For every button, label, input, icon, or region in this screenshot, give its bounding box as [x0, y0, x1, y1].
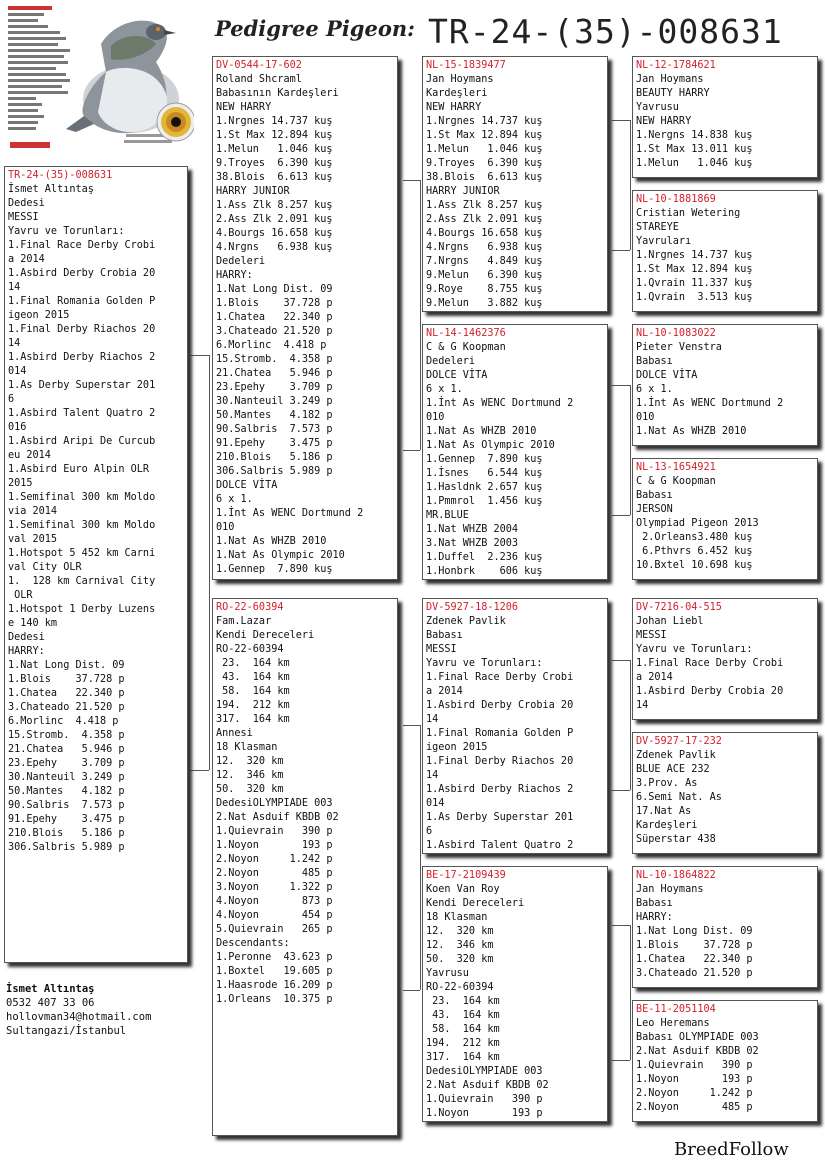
pedigree-line: NEW HARRY — [636, 116, 692, 127]
pedigree-line: DOLCE VİTA — [216, 480, 278, 491]
pedigree-line: HARRY JUNIOR — [426, 186, 500, 197]
pedigree-line: 1.St Max 12.894 kuş — [636, 264, 753, 275]
pedigree-line: 010 — [216, 522, 235, 533]
pedigree-line: Zdenek Pavlik — [426, 616, 506, 627]
pedigree-line: 1.St Max 12.894 kuş — [426, 130, 543, 141]
pedigree-line: 43. 164 km — [216, 672, 290, 683]
connector-dam-dd — [403, 990, 420, 991]
pigeon-photo — [6, 4, 194, 154]
pedigree-line: Dedesi — [8, 198, 45, 209]
pedigree-line: Pieter Venstra — [636, 342, 722, 353]
pedigree-line: 1.Hotspot 1 Derby Luzens — [8, 604, 156, 615]
pedigree-line: 15.Stromb. 4.358 p — [8, 730, 125, 741]
pedigree-line: 1.Melun 1.046 kuş — [636, 158, 753, 169]
pedigree-line: 1.Nat As WHZB 2010 — [636, 426, 747, 437]
pedigree-line: 1.Asbird Euro Alpin OLR — [8, 464, 150, 475]
pedigree-line: 14 — [426, 714, 439, 725]
pedigree-line: Zdenek Pavlik — [636, 750, 716, 761]
pedigree-line: 15.Stromb. 4.358 p — [216, 354, 333, 365]
connector-sire-ss — [403, 180, 420, 181]
pigeon-ring-id[interactable]: BE-17-2109439 — [426, 870, 506, 881]
pedigree-line: igeon 2015 — [8, 310, 70, 321]
pedigree-line: Süperstar 438 — [636, 834, 716, 845]
pedigree-line: 1.Noyon 193 p — [426, 1108, 543, 1119]
pedigree-line: 306.Salbris 5.989 p — [216, 466, 333, 477]
pedigree-line: 1.Noyon 193 p — [636, 1074, 753, 1085]
pigeon-ring-id[interactable]: NL-10-1864822 — [636, 870, 716, 881]
pedigree-line: HARRY JUNIOR — [216, 186, 290, 197]
pedigree-box-sss[interactable] — [632, 56, 818, 178]
pedigree-line: Kardeşleri — [426, 88, 488, 99]
pigeon-ring-id[interactable]: DV-5927-17-232 — [636, 736, 722, 747]
pedigree-line: DedesiOLYMPIADE 003 — [216, 798, 333, 809]
pedigree-line: NEW HARRY — [216, 102, 272, 113]
pedigree-line: Dedeleri — [216, 256, 266, 267]
page-title: Pedigree Pigeon: — [215, 16, 415, 41]
pedigree-line: 50. 320 km — [216, 784, 284, 795]
pedigree-line: 30.Nanteuil 3.249 p — [216, 396, 333, 407]
pedigree-line: 50.Mantes 4.182 p — [8, 786, 125, 797]
pedigree-line: 1.St Max 12.894 kuş — [216, 130, 333, 141]
pedigree-line: 1.İnt As WENC Dortmund 2 — [426, 398, 574, 409]
pedigree-line: 91.Epehy 3.475 p — [216, 438, 333, 449]
pedigree-line: 1.Blois 37.728 p — [216, 298, 333, 309]
pedigree-line: 58. 164 km — [216, 686, 290, 697]
pedigree-line: 1.Nat WHZB 2004 — [426, 524, 519, 535]
pedigree-line: 2.Orleans3.480 kuş — [636, 532, 753, 543]
connector-l3-c — [612, 385, 630, 386]
pedigree-line: 1.Nat As Olympic 2010 — [216, 550, 345, 561]
pedigree-line: 21.Chatea 5.946 p — [216, 368, 333, 379]
pedigree-line: 14 — [8, 338, 21, 349]
connector-l3-h — [612, 1060, 630, 1061]
pedigree-line: Johan Liebl — [636, 616, 704, 627]
pedigree-line: 12. 320 km — [216, 756, 284, 767]
pedigree-line: 010 — [426, 412, 445, 423]
connector-l3-v4 — [630, 925, 631, 1060]
pedigree-line: 14 — [426, 770, 439, 781]
pedigree-line: NEW HARRY — [426, 102, 482, 113]
pedigree-line: 1.Chatea 22.340 p — [216, 312, 333, 323]
pedigree-line: 1.Nat Long Dist. 09 — [8, 660, 125, 671]
pedigree-box-dsd[interactable] — [632, 732, 818, 854]
pedigree-line: 6 x 1. — [216, 494, 253, 505]
pedigree-line: 1.Hasldnk 2.657 kuş — [426, 482, 543, 493]
pedigree-line: DOLCE VİTA — [636, 370, 698, 381]
pedigree-line: 1.Nat Long Dist. 09 — [216, 284, 333, 295]
pedigree-line: 1.Nergns 14.838 kuş — [636, 130, 753, 141]
pigeon-ring-id[interactable]: BE-11-2051104 — [636, 1004, 716, 1015]
pedigree-line: Babası — [426, 630, 463, 641]
pedigree-line: 210.Blois 5.186 p — [216, 452, 333, 463]
pedigree-line: 6.Semi Nat. As — [636, 792, 722, 803]
pedigree-line: 2.Nat Asduif KBDB 02 — [216, 812, 339, 823]
pedigree-box-ds[interactable] — [422, 598, 608, 854]
pedigree-line: Dedeleri — [426, 356, 476, 367]
pedigree-line: 43. 164 km — [426, 1010, 500, 1021]
connector-dam-vertical — [420, 725, 421, 990]
pedigree-line: Yavruları — [636, 236, 692, 247]
pedigree-line: 1.Melun 1.046 kuş — [216, 144, 333, 155]
pedigree-line: 21.Chatea 5.946 p — [8, 744, 125, 755]
pedigree-line: 4.Bourgs 16.658 kuş — [426, 228, 543, 239]
pedigree-line: 1.Chatea 22.340 p — [8, 688, 125, 699]
pedigree-line: 50.Mantes 4.182 p — [216, 410, 333, 421]
connector-l3-b — [612, 250, 630, 251]
connector-l3-e — [612, 660, 630, 661]
pedigree-line: 1.İnt As WENC Dortmund 2 — [216, 508, 364, 519]
pedigree-line: 9.Melun 3.882 kuş — [426, 298, 543, 309]
pedigree-line: 1.Semifinal 300 km Moldo — [8, 492, 156, 503]
pedigree-line: 10.Bxtel 10.698 kuş — [636, 560, 753, 571]
pedigree-line: eu 2014 — [8, 450, 51, 461]
pigeon-ring-id[interactable]: RO-22-60394 — [216, 602, 284, 613]
pedigree-line: Kendi Dereceleri — [426, 898, 525, 909]
pedigree-line: 5.Quievrain 265 p — [216, 924, 333, 935]
pedigree-line: 2.Noyon 1.242 p — [216, 854, 333, 865]
pedigree-line: 1.İnt As WENC Dortmund 2 — [636, 398, 784, 409]
pedigree-line: Babası — [636, 490, 673, 501]
pedigree-line: Fam.Lazar — [216, 616, 272, 627]
pedigree-line: 1.Asbird Derby Crobia 20 — [8, 268, 156, 279]
pedigree-line: 1.Orleans 10.375 p — [216, 994, 333, 1005]
owner-city: Sultangazi/İstanbul — [6, 1025, 127, 1037]
pedigree-line: 58. 164 km — [426, 1024, 500, 1035]
pedigree-box-main[interactable] — [4, 166, 188, 963]
pedigree-line: 50. 320 km — [426, 954, 494, 965]
pedigree-line: JERSON — [636, 504, 673, 515]
pedigree-line: MR.BLUE — [426, 510, 469, 521]
pigeon-ring-id[interactable]: TR-24-(35)-008631 — [8, 170, 113, 181]
pedigree-line: 1.İsnes 6.544 kuş — [426, 468, 543, 479]
connector-l3-v3 — [630, 660, 631, 790]
pedigree-line: 1.Honbrk 606 kuş — [426, 566, 543, 577]
pedigree-line: 1.Nrgnes 14.737 kuş — [426, 116, 543, 127]
pedigree-line: 1.Blois 37.728 p — [8, 674, 125, 685]
pedigree-line: 1.Blois 37.728 p — [636, 940, 753, 951]
owner-info — [6, 982, 151, 1038]
pedigree-line: 1.Quievrain 390 p — [426, 1094, 543, 1105]
pedigree-line: 2.Noyon 1.242 p — [636, 1088, 753, 1099]
connector-l3-a — [612, 120, 630, 121]
pedigree-line: Yavrusu — [426, 968, 469, 979]
owner-name: İsmet Altıntaş — [6, 983, 95, 995]
pedigree-line: MESSI — [636, 630, 667, 641]
pigeon-ring-id[interactable]: NL-13-1654921 — [636, 462, 716, 473]
pedigree-line: Yavrusu — [636, 102, 679, 113]
pedigree-line: Babası — [636, 898, 673, 909]
pedigree-line: 4.Noyon 873 p — [216, 896, 333, 907]
pedigree-box-dds[interactable] — [632, 866, 818, 988]
pedigree-line: STAREYE — [636, 222, 679, 233]
pedigree-line: 6.Pthvrs 6.452 kuş — [636, 546, 753, 557]
pedigree-box-sd[interactable] — [422, 324, 608, 580]
pedigree-line: 2.Nat Asduif KBDB 02 — [426, 1080, 549, 1091]
pedigree-line: 014 — [426, 798, 445, 809]
pedigree-line: İsmet Altıntaş — [8, 184, 94, 195]
pedigree-line: 6 x 1. — [636, 384, 673, 395]
pedigree-line: Dedesi — [8, 632, 45, 643]
pedigree-line: 3.Chateado 21.520 p — [636, 968, 753, 979]
pedigree-line: 4.Bourgs 16.658 kuş — [216, 228, 333, 239]
pedigree-line: 12. 320 km — [426, 926, 494, 937]
owner-phone: 0532 407 33 06 — [6, 997, 95, 1009]
pedigree-line: Leo Heremans — [636, 1018, 710, 1029]
pedigree-line: 1.Asbird Aripi De Curcub — [8, 436, 156, 447]
pedigree-box-ssd[interactable] — [632, 190, 818, 312]
pedigree-line: val 2015 — [8, 534, 58, 545]
pigeon-ring-id[interactable]: NL-10-1881869 — [636, 194, 716, 205]
pigeon-ring-id[interactable]: NL-15-1839477 — [426, 60, 506, 71]
pedigree-line: igeon 2015 — [426, 742, 488, 753]
pedigree-line: 1.Asbird Derby Riachos 2 — [8, 352, 156, 363]
owner-email[interactable]: hollovman34@hotmail.com — [6, 1011, 152, 1023]
pedigree-line: 23. 164 km — [426, 996, 500, 1007]
pigeon-ring-id[interactable]: DV-0544-17-602 — [216, 60, 302, 71]
pedigree-line: e 140 km — [8, 618, 58, 629]
pedigree-line: Jan Hoymans — [426, 74, 494, 85]
pedigree-line: 6.Morlinc 4.418 p — [8, 716, 119, 727]
pigeon-ring-id[interactable]: NL-14-1462376 — [426, 328, 506, 339]
pedigree-line: 1.Asbird Derby Crobia 20 — [636, 686, 784, 697]
pedigree-line: Olympiad Pigeon 2013 — [636, 518, 759, 529]
pedigree-line: RO-22-60394 — [426, 982, 494, 993]
pedigree-line: 3.Nat WHZB 2003 — [426, 538, 519, 549]
pedigree-line: 2015 — [8, 478, 33, 489]
pedigree-line: DOLCE VİTA — [426, 370, 488, 381]
ring-number: TR-24-(35)-008631 — [428, 12, 783, 51]
pedigree-line: 1.Nrgnes 14.737 kuş — [636, 250, 753, 261]
pedigree-line: HARRY: — [216, 270, 253, 281]
pedigree-line: Descendants: — [216, 938, 290, 949]
pedigree-line: 1.Final Romania Golden P — [8, 296, 156, 307]
pedigree-line: 1.Qvrain 11.337 kuş — [636, 278, 753, 289]
pedigree-line: 1.Semifinal 300 km Moldo — [8, 520, 156, 531]
pedigree-line: MESSI — [8, 212, 39, 223]
pedigree-line: 9.Melun 6.390 kuş — [426, 270, 543, 281]
pedigree-line: BLUE ACE 232 — [636, 764, 710, 775]
connector-main-dam — [190, 770, 209, 771]
pedigree-line: 2.Noyon 485 p — [636, 1102, 753, 1113]
pedigree-line: 3.Prov. As — [636, 778, 698, 789]
pedigree-line: Cristian Wetering — [636, 208, 741, 219]
pedigree-line: 1.Duffel 2.236 kuş — [426, 552, 543, 563]
pedigree-line: 9.Troyes 6.390 kuş — [216, 158, 333, 169]
pedigree-line: Jan Hoymans — [636, 884, 704, 895]
eye-closeup-icon — [157, 103, 194, 141]
connector-l3-v1 — [630, 120, 631, 250]
pedigree-line: 3.Chateado 21.520 p — [216, 326, 333, 337]
pedigree-box-ss[interactable] — [422, 56, 608, 312]
connector-main-sire — [190, 355, 209, 356]
pedigree-line: 90.Salbris 7.573 p — [8, 800, 125, 811]
pedigree-line: 194. 212 km — [216, 700, 290, 711]
pedigree-line: 1. 128 km Carnival City — [8, 576, 156, 587]
connector-l3-f — [612, 790, 630, 791]
pedigree-line: 9.Troyes 6.390 kuş — [426, 158, 543, 169]
pedigree-line: 23. 164 km — [216, 658, 290, 669]
pedigree-line: Jan Hoymans — [636, 74, 704, 85]
pedigree-line: 6 — [8, 394, 15, 405]
pedigree-line: HARRY: — [8, 646, 45, 657]
pedigree-line: 90.Salbris 7.573 p — [216, 424, 333, 435]
pedigree-line: 6.Morlinc 4.418 p — [216, 340, 327, 351]
pedigree-line: 1.Haasrode 16.209 p — [216, 980, 333, 991]
pedigree-line: 38.Blois 6.613 kuş — [426, 172, 543, 183]
pedigree-line: 016 — [8, 422, 27, 433]
pedigree-line: 14 — [8, 282, 21, 293]
pigeon-ring-id[interactable]: NL-12-1784621 — [636, 60, 716, 71]
pedigree-line: 2.Ass Zlk 2.091 kuş — [426, 214, 543, 225]
pedigree-line: 1.Final Derby Riachos 20 — [426, 756, 574, 767]
pedigree-line: 4.Nrgns 6.938 kuş — [216, 242, 333, 253]
pedigree-line: Babasının Kardeşleri — [216, 88, 339, 99]
connector-sire-vertical — [420, 180, 421, 450]
pedigree-line: C & G Koopman — [426, 342, 506, 353]
pedigree-line: 1.Gennep 7.890 kuş — [216, 564, 333, 575]
pedigree-line: 1.Asbird Derby Riachos 2 — [426, 784, 574, 795]
pedigree-line: 2.Ass Zlk 2.091 kuş — [216, 214, 333, 225]
pedigree-line: Kardeşleri — [636, 820, 698, 831]
pedigree-line: 6 — [426, 826, 433, 837]
connector-l3-g — [612, 925, 630, 926]
pedigree-line: 23.Epehy 3.709 p — [8, 758, 125, 769]
pedigree-line: 1.Melun 1.046 kuş — [426, 144, 543, 155]
pedigree-line: 2.Noyon 485 p — [216, 868, 333, 879]
pedigree-line: 1.Nrgnes 14.737 kuş — [216, 116, 333, 127]
pedigree-line: 1.As Derby Superstar 201 — [8, 380, 156, 391]
pedigree-line: 18 Klasman — [426, 912, 488, 923]
pedigree-line: Babası — [636, 356, 673, 367]
pedigree-line: Koen Van Roy — [426, 884, 500, 895]
pedigree-line: 6 x 1. — [426, 384, 463, 395]
pedigree-line: 1.Nat As WHZB 2010 — [426, 426, 537, 437]
pedigree-line: 91.Epehy 3.475 p — [8, 814, 125, 825]
connector-main-vertical — [209, 355, 210, 770]
pedigree-box-ddd[interactable] — [632, 1000, 818, 1122]
pedigree-line: val City OLR — [8, 562, 82, 573]
connector-l3-d — [612, 515, 630, 516]
pedigree-line: 1.Final Derby Riachos 20 — [8, 324, 156, 335]
pedigree-line: 306.Salbris 5.989 p — [8, 842, 125, 853]
pedigree-line: 1.Final Race Derby Crobi — [426, 672, 574, 683]
pedigree-box-sdd[interactable] — [632, 458, 818, 580]
pedigree-line: 23.Epehy 3.709 p — [216, 382, 333, 393]
pedigree-line: 9.Roye 8.755 kuş — [426, 284, 543, 295]
pedigree-line: Yavru ve Torunları: — [636, 644, 753, 655]
pedigree-line: OLR — [8, 590, 33, 601]
pedigree-line: MESSI — [426, 644, 457, 655]
pedigree-line: 4.Noyon 454 p — [216, 910, 333, 921]
pedigree-line: a 2014 — [426, 686, 463, 697]
pedigree-line: Babası OLYMPIADE 003 — [636, 1032, 759, 1043]
pedigree-line: 317. 164 km — [216, 714, 290, 725]
pedigree-line: 38.Blois 6.613 kuş — [216, 172, 333, 183]
pedigree-line: 3.Chateado 21.520 p — [8, 702, 125, 713]
pedigree-line: 1.St Max 13.011 kuş — [636, 144, 753, 155]
pedigree-line: 1.Ass Zlk 8.257 kuş — [426, 200, 543, 211]
pedigree-line: 014 — [8, 366, 27, 377]
pedigree-line: a 2014 — [8, 254, 45, 265]
pedigree-line: 1.Gennep 7.890 kuş — [426, 454, 543, 465]
pedigree-line: 4.Nrgns 6.938 kuş — [426, 242, 543, 253]
pedigree-line: 1.Asbird Talent Quatro 2 — [8, 408, 156, 419]
pedigree-line: 194. 212 km — [426, 1038, 500, 1049]
pedigree-line: 1.Quievrain 390 p — [636, 1060, 753, 1071]
pigeon-image — [6, 4, 194, 154]
pedigree-line: 1.Asbird Talent Quatro 2 — [426, 840, 574, 851]
pedigree-line: 1.Ass Zlk 8.257 kuş — [216, 200, 333, 211]
pedigree-line: 1.Peronne 43.623 p — [216, 952, 333, 963]
pedigree-line: 12. 346 km — [426, 940, 494, 951]
pedigree-line: 1.As Derby Superstar 201 — [426, 812, 574, 823]
pedigree-line: DedesiOLYMPIADE 003 — [426, 1066, 543, 1077]
pedigree-line: 2.Nat Asduif KBDB 02 — [636, 1046, 759, 1057]
pedigree-line: 1.Final Race Derby Crobi — [8, 240, 156, 251]
pedigree-line: Annesi — [216, 728, 253, 739]
pedigree-line: 1.Noyon 193 p — [216, 840, 333, 851]
pedigree-line: 1.Chatea 22.340 p — [636, 954, 753, 965]
pedigree-line: HARRY: — [636, 912, 673, 923]
pedigree-line: 30.Nanteuil 3.249 p — [8, 772, 125, 783]
pedigree-line: 1.Nat As Olympic 2010 — [426, 440, 555, 451]
pedigree-line: 1.Final Romania Golden P — [426, 728, 574, 739]
pedigree-line: BEAUTY HARRY — [636, 88, 710, 99]
pedigree-line: via 2014 — [8, 506, 58, 517]
pedigree-line: 3.Noyon 1.322 p — [216, 882, 333, 893]
pedigree-line: 1.Nat As WHZB 2010 — [216, 536, 327, 547]
pedigree-line: Yavru ve Torunları: — [426, 658, 543, 669]
pedigree-line: 18 Klasman — [216, 742, 278, 753]
pedigree-line: Kendi Dereceleri — [216, 630, 315, 641]
pedigree-box-sds[interactable] — [632, 324, 818, 446]
pedigree-line: 010 — [636, 412, 655, 423]
connector-sire-sd — [403, 450, 420, 451]
pedigree-line: 1.Final Race Derby Crobi — [636, 658, 784, 669]
pedigree-line: 7.Nrgns 4.849 kuş — [426, 256, 543, 267]
pedigree-line: 12. 346 km — [216, 770, 284, 781]
pigeon-ring-id[interactable]: DV-5927-18-1206 — [426, 602, 519, 613]
pedigree-line: Yavru ve Torunları: — [8, 226, 125, 237]
pedigree-box-dss[interactable] — [632, 598, 818, 720]
pedigree-box-dd[interactable] — [422, 866, 608, 1122]
pedigree-line: 210.Blois 5.186 p — [8, 828, 125, 839]
pedigree-line: 1.Asbird Derby Crobia 20 — [426, 700, 574, 711]
pedigree-line: 1.Pmmrol 1.456 kuş — [426, 496, 543, 507]
pedigree-line: C & G Koopman — [636, 476, 716, 487]
pedigree-line: 14 — [636, 700, 649, 711]
pedigree-line: 1.Hotspot 5 452 km Carni — [8, 548, 156, 559]
connector-dam-ds — [403, 725, 420, 726]
brand-footer: BreedFollow — [674, 1139, 789, 1160]
pigeon-ring-id[interactable]: NL-10-1083022 — [636, 328, 716, 339]
pedigree-line: 1.Quievrain 390 p — [216, 826, 333, 837]
pigeon-ring-id[interactable]: DV-7216-04-515 — [636, 602, 722, 613]
pedigree-line: 1.Qvrain 3.513 kuş — [636, 292, 753, 303]
pedigree-box-sire[interactable] — [212, 56, 398, 580]
connector-l3-v2 — [630, 385, 631, 515]
pedigree-line: RO-22-60394 — [216, 644, 284, 655]
pedigree-line: a 2014 — [636, 672, 673, 683]
pedigree-line: 317. 164 km — [426, 1052, 500, 1063]
pedigree-line: Roland Shcraml — [216, 74, 302, 85]
pedigree-box-dam[interactable] — [212, 598, 398, 1136]
pedigree-line: 17.Nat As — [636, 806, 692, 817]
pedigree-line: 1.Nat Long Dist. 09 — [636, 926, 753, 937]
pedigree-line: 1.Boxtel 19.605 p — [216, 966, 333, 977]
